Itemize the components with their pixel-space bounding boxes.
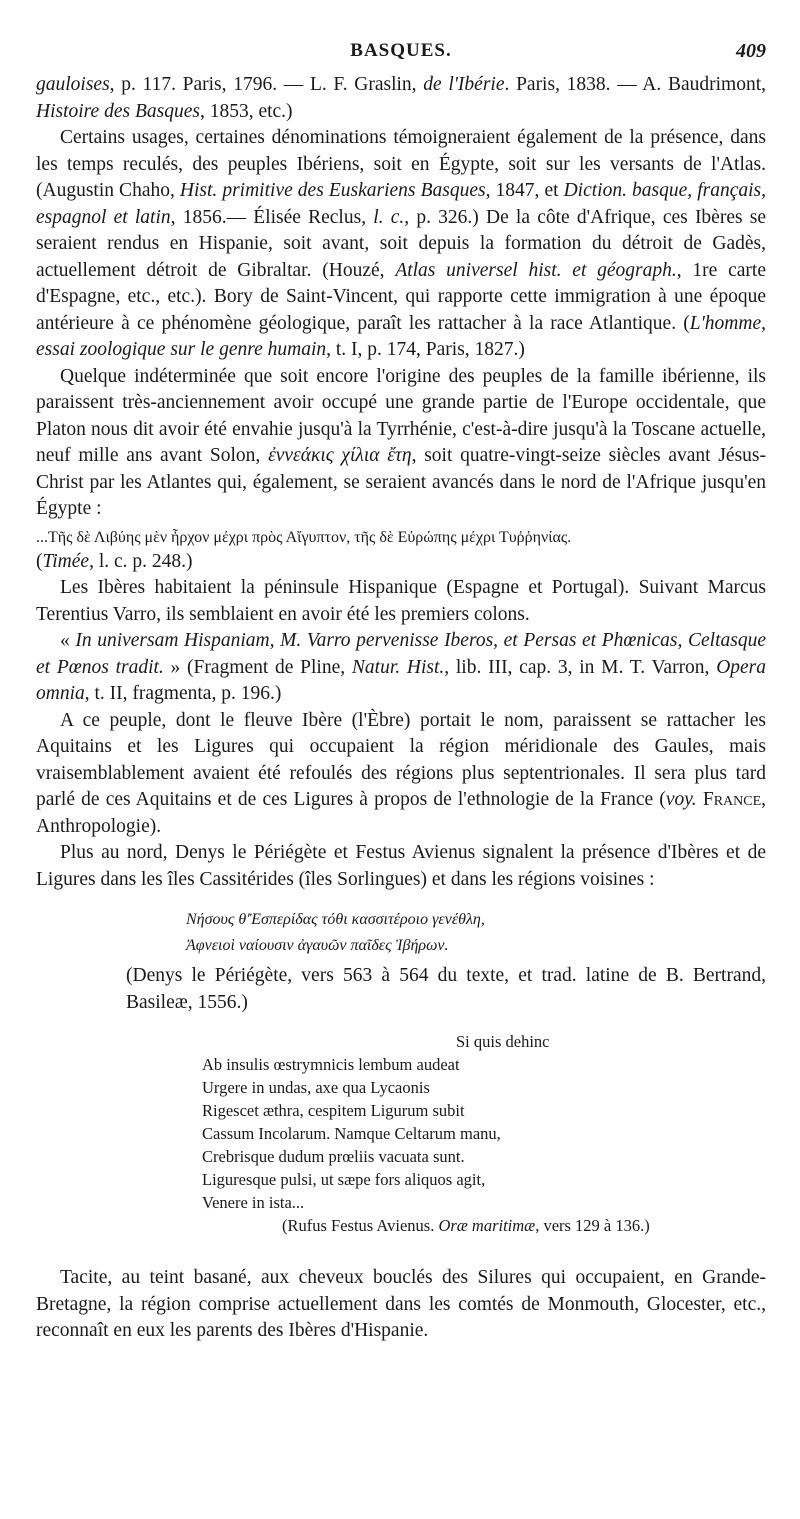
latin-verse-line: Venere in ista...	[202, 1193, 305, 1212]
greek-quote: ...Τῆς δὲ Λιβύης μὲν ἦρχον μέχρι πρὸς Αἴγυπτον, τῆς δὲ Εὐρώπης μέχρι Τυῤῥηνίας.	[36, 528, 572, 546]
paragraph-origine	[36, 364, 766, 523]
body-text	[36, 72, 766, 1345]
running-title: BASQUES.	[350, 40, 452, 61]
text-span: » (Fragment de Pline,	[163, 656, 352, 678]
text-span: , Anthropologie).	[36, 789, 767, 837]
latin-verse-line: Urgere in undas, axe qua Lycaonis	[202, 1078, 430, 1097]
text-span: Quelque indéterminée que soit encore l'origine des peuples de la famille ibérienne, ils paraissent très-anciennement avoir occupé une grande partie de l'Europe occidentale, que Platon nous dit avoir été envahie jusqu'à la Tyrrhénie, c'est-à-dire jusqu'à la Toscane actuelle, neuf mille ans avant Solon,	[36, 365, 766, 466]
text-span: , 1re carte d'Espagne, etc., etc.). Bory de Saint-Vincent, qui rapporte cette immigration à une époque antérieure à ce phénomène géologique, paraît les rattacher à la race Atlantique. (	[36, 259, 766, 334]
text-span: , p. 117. Paris, 1796. — L. F. Graslin,	[109, 74, 424, 95]
text-span: (Rufus Festus Avienus.	[282, 1216, 439, 1235]
italic-text: de l'Ibérie	[423, 74, 505, 95]
italic-text: L'homme, essai zoologique sur le genre humain	[36, 312, 766, 360]
italic-text: Timée	[42, 550, 90, 572]
latin-verse-line: Si quis dehinc	[456, 1032, 550, 1051]
latin-verses	[202, 1030, 766, 1237]
italic-text: voy.	[665, 789, 697, 810]
paragraph-cassiterides: Plus au nord, Denys le Périégète et Festus Avienus signalent la présence d'Ibères et de Ligures dans les îles Cassitérides (îles Sorlingues) et dans les régions voisines :	[36, 842, 766, 890]
text-span: , t. II, fragmenta, p. 196.)	[84, 683, 282, 704]
text-span: , t. I, p. 174, Paris, 1827.)	[326, 339, 525, 360]
latin-verse-line: Cassum Incolarum. Namque Celtarum manu,	[202, 1124, 501, 1143]
timee-citation	[36, 549, 766, 576]
paragraph-tacite: Tacite, au teint basané, aux cheveux bouclés des Silures qui occupaient, en Grande-Bretagne, la région comprise actuellement dans les comtés de Monmouth, Glocester, etc., reconnaît en eux les parents des Ibères d'Hispanie.	[36, 1267, 766, 1341]
italic-text: Natur. Hist.	[351, 656, 445, 678]
italic-text: Hist. primitive des Euskariens Basques	[179, 180, 486, 201]
denys-citation: (Denys le Périégète, vers 563 à 564 du texte, et trad. latine de B. Bertrand, Basileæ, 1556.)	[126, 965, 766, 1013]
text-span: (	[36, 550, 43, 572]
italic-text: Oræ maritimæ	[438, 1216, 536, 1235]
text-span: , lib. III, cap. 3, in M. T. Varron,	[444, 656, 717, 678]
paragraph-references	[36, 72, 766, 125]
latin-verse-line: Crebrisque dudum prœliis vacuata sunt.	[202, 1147, 465, 1166]
italic-text: Opera omnia	[36, 656, 767, 704]
page-header	[36, 40, 766, 66]
text-span: Certains usages, certaines dénominations témoigneraient également de la présence, dans les temps reculés, des peuples Ibériens, soit en Égypte, soit sur les versants de l'Atlas. (Augustin Chaho,	[36, 127, 766, 201]
text-span: , p. 326.) De la côte d'Afrique, ces Ibères se seraient rendus en Hispanie, soit avant, soit depuis la formation du détroit de Gadès, actuellement détroit de Gibraltar. (Houzé,	[36, 206, 767, 281]
italic-text: Histoire des Basques	[36, 100, 200, 122]
italic-text: l. c.	[373, 206, 405, 228]
text-span: , 1853, etc.)	[199, 100, 293, 122]
avienus-citation	[202, 1214, 766, 1237]
greek-verses	[186, 907, 766, 959]
text-span: . Paris, 1838. — A. Baudrimont,	[504, 74, 766, 95]
greek-verse-line: Νήσους θ'Ἑσπερίδας τόθι κασσιτέροιο γενέθλη,	[186, 911, 485, 928]
text-span: «	[60, 630, 76, 651]
italic-text: Diction. basque, français, espagnol et latin	[36, 180, 766, 228]
text-span: , 1847, et	[485, 180, 564, 201]
small-caps-text: France	[702, 789, 762, 810]
paragraph-usages	[36, 125, 766, 364]
latin-verse-line: Rigescet æthra, cespitem Ligurum subit	[202, 1101, 465, 1120]
page-number: 409	[736, 40, 766, 62]
italic-text: Atlas universel hist. et géograph.	[395, 259, 677, 281]
paragraph-aquitains	[36, 708, 766, 841]
italic-text: gauloises	[36, 74, 110, 95]
text-span: , l. c. p. 248.)	[89, 550, 193, 572]
paragraph-pline	[36, 628, 766, 708]
text-span: , 1856.— Élisée Reclus,	[170, 206, 374, 228]
latin-quote: In universam Hispaniam, M. Varro pervenisse Iberos, et Persas et Phœnicas, Celtasque et Pœnos tradit.	[36, 630, 766, 678]
text-span: , soit quatre-vingt-seize siècles avant Jésus-Christ par les Atlantes qui, également, se seraient avancés dans le nord de l'Afrique jusqu'en Égypte :	[36, 445, 766, 519]
paragraph-iberes: Les Ibères habitaient la péninsule Hispanique (Espagne et Portugal). Suivant Marcus Terentius Varro, ils semblaient en avoir été les premiers colons.	[36, 577, 766, 625]
text-span: , vers 129 à 136.)	[535, 1216, 650, 1235]
latin-verse-line: Ab insulis œstrymnicis lembum audeat	[202, 1055, 460, 1074]
text-span: A ce peuple, dont le fleuve Ibère (l'Èbre) portait le nom, paraissent se rattacher les Aquitains et les Ligures qui occupaient la région méridionale des Gaules, mais vraisemblablement avaient été refoulés des régions plus septentrionales. Il sera plus tard parlé de ces Aquitains et de ces Ligures à propos de l'ethnologie de la France (	[36, 709, 766, 810]
greek-phrase: ἐννεάκις χίλια ἔτη	[268, 445, 412, 466]
latin-verse-line: Liguresque pulsi, ut sæpe fors aliquos agit,	[202, 1170, 486, 1189]
greek-verse-line: Ἀφνειοὶ ναίουσιν ἀγαυῶν παῖδες Ἰβήρων.	[186, 937, 449, 954]
